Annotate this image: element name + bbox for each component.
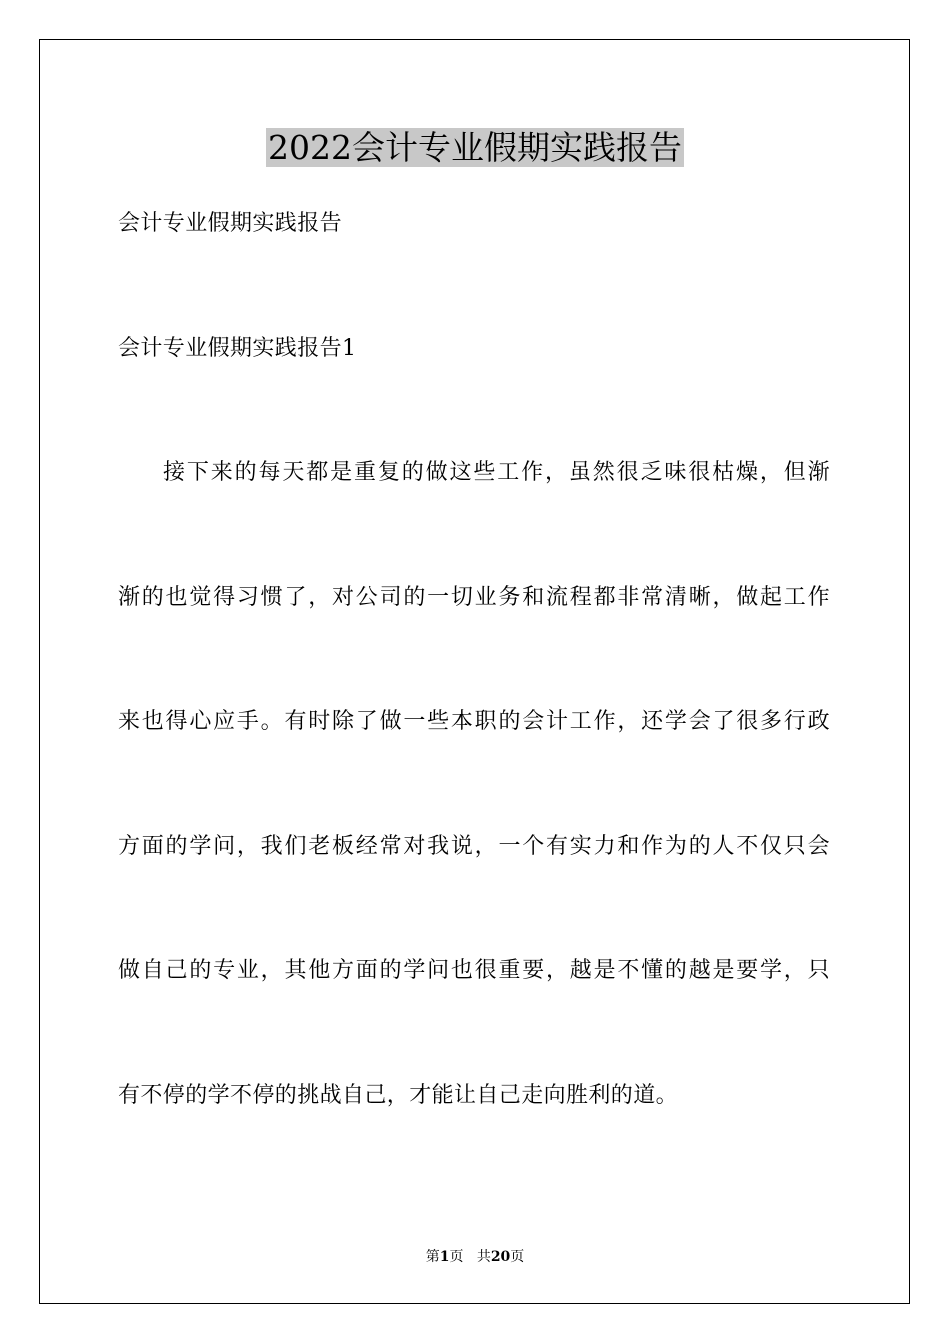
paragraph-line: 渐的也觉得习惯了，对公司的一切业务和流程都非常清晰，做起工作	[118, 585, 830, 610]
paragraph-line: 来也得心应手。有时除了做一些本职的会计工作，还学会了很多行政	[118, 709, 830, 734]
page-footer	[0, 1247, 950, 1267]
document-subtitle: 会计专业假期实践报告	[118, 211, 343, 236]
paragraph-line: 方面的学问，我们老板经常对我说，一个有实力和作为的人不仅只会	[118, 834, 830, 859]
page-prefix: 第	[425, 1249, 440, 1265]
paragraph-line: 有不停的学不停的挑战自己，才能让自己走向胜利的道。	[118, 1083, 679, 1108]
document-title-text: 2022会计专业假期实践报告	[268, 128, 682, 167]
total-suffix: 页	[510, 1249, 525, 1265]
total-prefix: 共	[476, 1249, 491, 1265]
paragraph-line: 接下来的每天都是重复的做这些工作，虽然很乏味很枯燥，但渐	[163, 460, 830, 485]
page-suffix: 页	[449, 1249, 464, 1265]
section-heading: 会计专业假期实践报告1	[118, 336, 357, 361]
document-title	[0, 128, 950, 168]
paragraph-line: 做自己的专业，其他方面的学问也很重要，越是不懂的越是要学，只	[118, 958, 830, 983]
page-number: 1	[439, 1249, 450, 1265]
total-pages: 20	[490, 1249, 511, 1265]
